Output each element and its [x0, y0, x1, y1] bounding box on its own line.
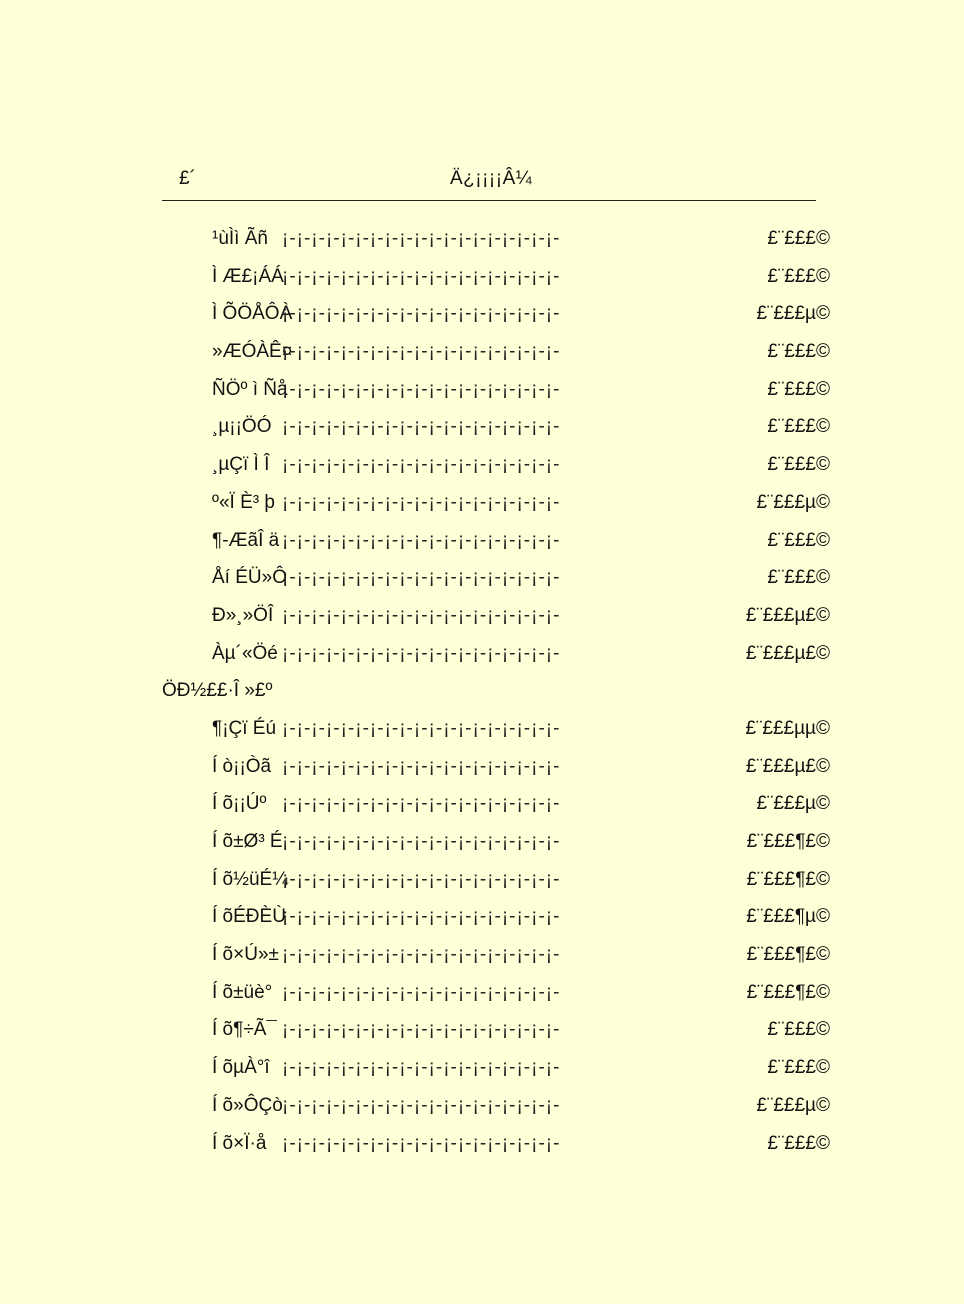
toc-entry-page: £¨£££µ© — [756, 491, 830, 513]
toc-entry-page: £¨£££µ£© — [745, 642, 830, 664]
toc-entry-page: £¨£££© — [767, 378, 830, 400]
toc-entry-title: Í õ¡¡Úº — [212, 793, 267, 815]
toc-entry-title: Í õ±üè° — [212, 981, 273, 1003]
dot-leader: ¡-¡-¡-¡-¡-¡-¡-¡-¡-¡-¡-¡-¡-¡-¡-¡-¡-¡-¡- — [282, 642, 561, 664]
toc-entry — [0, 861, 964, 899]
toc-entry — [0, 295, 964, 333]
toc-entry-title: ¸µÇï Ì Î — [212, 454, 270, 476]
dot-leader: ¡-¡-¡-¡-¡-¡-¡-¡-¡-¡-¡-¡-¡-¡-¡-¡-¡-¡-¡- — [282, 303, 561, 325]
dot-leader: ¡-¡-¡-¡-¡-¡-¡-¡-¡-¡-¡-¡-¡-¡-¡-¡-¡-¡-¡- — [282, 944, 561, 966]
dot-leader: ¡-¡-¡-¡-¡-¡-¡-¡-¡-¡-¡-¡-¡-¡-¡-¡-¡-¡-¡- — [282, 981, 561, 1003]
toc-entry-title: Í õÉÐÈÙ — [212, 906, 286, 928]
dot-leader: ¡-¡-¡-¡-¡-¡-¡-¡-¡-¡-¡-¡-¡-¡-¡-¡-¡-¡-¡- — [282, 341, 561, 363]
toc-entry — [0, 710, 964, 748]
page-number: £´ — [179, 168, 196, 189]
toc-entry-page: £¨£££© — [767, 228, 830, 249]
dot-leader: ¡-¡-¡-¡-¡-¡-¡-¡-¡-¡-¡-¡-¡-¡-¡-¡-¡-¡-¡- — [282, 1132, 561, 1154]
toc-entry-page: £¨£££¶£© — [746, 981, 830, 1003]
toc-entry — [0, 1087, 964, 1125]
toc-entry-page: £¨£££© — [767, 1019, 830, 1041]
dot-leader: ¡-¡-¡-¡-¡-¡-¡-¡-¡-¡-¡-¡-¡-¡-¡-¡-¡-¡-¡- — [282, 567, 561, 589]
toc-entry-title: Í õ½üÉ¼ — [212, 868, 289, 890]
toc-entry-page: £¨£££© — [767, 567, 830, 589]
toc-entry — [0, 559, 964, 597]
toc-entry-title: ¶¡Çï Éú — [212, 717, 277, 739]
toc-entry-page: £¨£££¶µ© — [746, 906, 830, 928]
table-of-contents — [0, 220, 964, 1162]
toc-entry-page: £¨£££© — [767, 265, 830, 287]
toc-entry — [0, 446, 964, 484]
toc-entry-title: Í õ×Ú»± — [212, 944, 279, 966]
toc-entry-page: £¨£££¶£© — [746, 868, 830, 890]
dot-leader: ¡-¡-¡-¡-¡-¡-¡-¡-¡-¡-¡-¡-¡-¡-¡-¡-¡-¡-¡- — [282, 491, 561, 513]
toc-entry — [0, 484, 964, 522]
dot-leader: ¡-¡-¡-¡-¡-¡-¡-¡-¡-¡-¡-¡-¡-¡-¡-¡-¡-¡-¡- — [282, 265, 561, 287]
dot-leader: ¡-¡-¡-¡-¡-¡-¡-¡-¡-¡-¡-¡-¡-¡-¡-¡-¡-¡-¡- — [282, 755, 561, 777]
toc-entry-page: £¨£££µµ© — [745, 717, 830, 739]
toc-entry — [0, 258, 964, 296]
toc-entry-page: £¨£££¶£© — [746, 944, 830, 966]
toc-entry — [0, 635, 964, 673]
toc-entry — [0, 785, 964, 823]
toc-entry-title: Í õ±Ø³ É — [212, 831, 283, 852]
toc-entry — [0, 1011, 964, 1049]
toc-entry — [0, 597, 964, 635]
toc-entry — [0, 220, 964, 258]
dot-leader: ¡-¡-¡-¡-¡-¡-¡-¡-¡-¡-¡-¡-¡-¡-¡-¡-¡-¡-¡- — [282, 1094, 561, 1116]
toc-entry — [0, 371, 964, 409]
toc-entry-title: Í ò¡¡Òã — [212, 755, 272, 777]
toc-entry-title: ¹ùÌì Ãñ — [212, 228, 268, 249]
toc-entry-page: £¨£££¶£© — [746, 831, 830, 852]
toc-entry-page: £¨£££µ© — [756, 303, 830, 325]
toc-entry-page: £¨£££© — [767, 1132, 830, 1154]
toc-entry — [0, 823, 964, 861]
toc-entry-title: Ð»¸»ÖÎ — [212, 604, 274, 626]
toc-entry-title: ¶-ÆãÎ ä — [212, 529, 280, 551]
toc-entry-title: ¸µ¡¡ÖÓ — [212, 416, 272, 438]
toc-entry — [0, 522, 964, 560]
page-header — [162, 160, 816, 201]
dot-leader: ¡-¡-¡-¡-¡-¡-¡-¡-¡-¡-¡-¡-¡-¡-¡-¡-¡-¡-¡- — [282, 604, 561, 626]
toc-entry-title: Í õ×Ï·å — [212, 1132, 267, 1154]
toc-entry-page: £¨£££© — [767, 341, 830, 363]
dot-leader: ¡-¡-¡-¡-¡-¡-¡-¡-¡-¡-¡-¡-¡-¡-¡-¡-¡-¡-¡- — [282, 1057, 561, 1079]
toc-entry-page: £¨£££µ© — [756, 1094, 830, 1116]
toc-entry-title: Ì Æ£¡ÁÁ — [212, 265, 284, 287]
toc-entry-title: Í õ¶÷Ã¯ — [212, 1019, 277, 1041]
toc-entry-title: Í õµÀ°î — [212, 1057, 270, 1079]
dot-leader: ¡-¡-¡-¡-¡-¡-¡-¡-¡-¡-¡-¡-¡-¡-¡-¡-¡-¡-¡- — [282, 831, 561, 852]
toc-entry-title: Àµ´«Öé — [212, 642, 278, 664]
toc-entry-page: £¨£££µ£© — [745, 604, 830, 626]
dot-leader: ¡-¡-¡-¡-¡-¡-¡-¡-¡-¡-¡-¡-¡-¡-¡-¡-¡-¡-¡- — [282, 1019, 561, 1041]
dot-leader: ¡-¡-¡-¡-¡-¡-¡-¡-¡-¡-¡-¡-¡-¡-¡-¡-¡-¡-¡- — [282, 378, 561, 400]
dot-leader: ¡-¡-¡-¡-¡-¡-¡-¡-¡-¡-¡-¡-¡-¡-¡-¡-¡-¡-¡- — [282, 906, 561, 928]
running-title: Ä¿¡¡¡¡Â¼ — [450, 168, 533, 189]
toc-entry — [0, 408, 964, 446]
dot-leader: ¡-¡-¡-¡-¡-¡-¡-¡-¡-¡-¡-¡-¡-¡-¡-¡-¡-¡-¡- — [282, 717, 561, 739]
toc-entry — [0, 1049, 964, 1087]
toc-entry-title: Ì ÕÖÅÔÀ — [212, 303, 293, 325]
toc-group-1 — [0, 220, 964, 672]
toc-entry-page: £¨£££© — [767, 529, 830, 551]
dot-leader: ¡-¡-¡-¡-¡-¡-¡-¡-¡-¡-¡-¡-¡-¡-¡-¡-¡-¡-¡- — [282, 416, 561, 438]
toc-entry — [0, 898, 964, 936]
section-heading: ÖÐ½££·Î »£º — [162, 680, 273, 702]
toc-entry-title: Í õ»ÔÇò — [212, 1094, 283, 1116]
dot-leader: ¡-¡-¡-¡-¡-¡-¡-¡-¡-¡-¡-¡-¡-¡-¡-¡-¡-¡-¡- — [282, 228, 561, 249]
toc-entry-title: Åí ÉÜ»Ô — [212, 567, 287, 589]
dot-leader: ¡-¡-¡-¡-¡-¡-¡-¡-¡-¡-¡-¡-¡-¡-¡-¡-¡-¡-¡- — [282, 454, 561, 476]
dot-leader: ¡-¡-¡-¡-¡-¡-¡-¡-¡-¡-¡-¡-¡-¡-¡-¡-¡-¡-¡- — [282, 868, 561, 890]
toc-entry-page: £¨£££© — [767, 454, 830, 476]
toc-entry — [0, 936, 964, 974]
toc-group-2 — [0, 710, 964, 1162]
toc-entry-title: ÑÖº ì Ñå — [212, 378, 288, 400]
toc-entry — [0, 748, 964, 786]
toc-entry — [0, 333, 964, 371]
toc-entry-page: £¨£££© — [767, 1057, 830, 1079]
toc-entry-page: £¨£££µ£© — [745, 755, 830, 777]
toc-entry-title: º«Ï È³ þ — [212, 491, 275, 513]
dot-leader: ¡-¡-¡-¡-¡-¡-¡-¡-¡-¡-¡-¡-¡-¡-¡-¡-¡-¡-¡- — [282, 529, 561, 551]
toc-entry — [0, 1125, 964, 1163]
toc-entry-page: £¨£££µ© — [756, 793, 830, 815]
toc-entry — [0, 974, 964, 1012]
toc-entry-page: £¨£££© — [767, 416, 830, 438]
toc-entry-title: »ÆÓÀÊ¤ — [212, 341, 293, 363]
dot-leader: ¡-¡-¡-¡-¡-¡-¡-¡-¡-¡-¡-¡-¡-¡-¡-¡-¡-¡-¡- — [282, 793, 561, 815]
